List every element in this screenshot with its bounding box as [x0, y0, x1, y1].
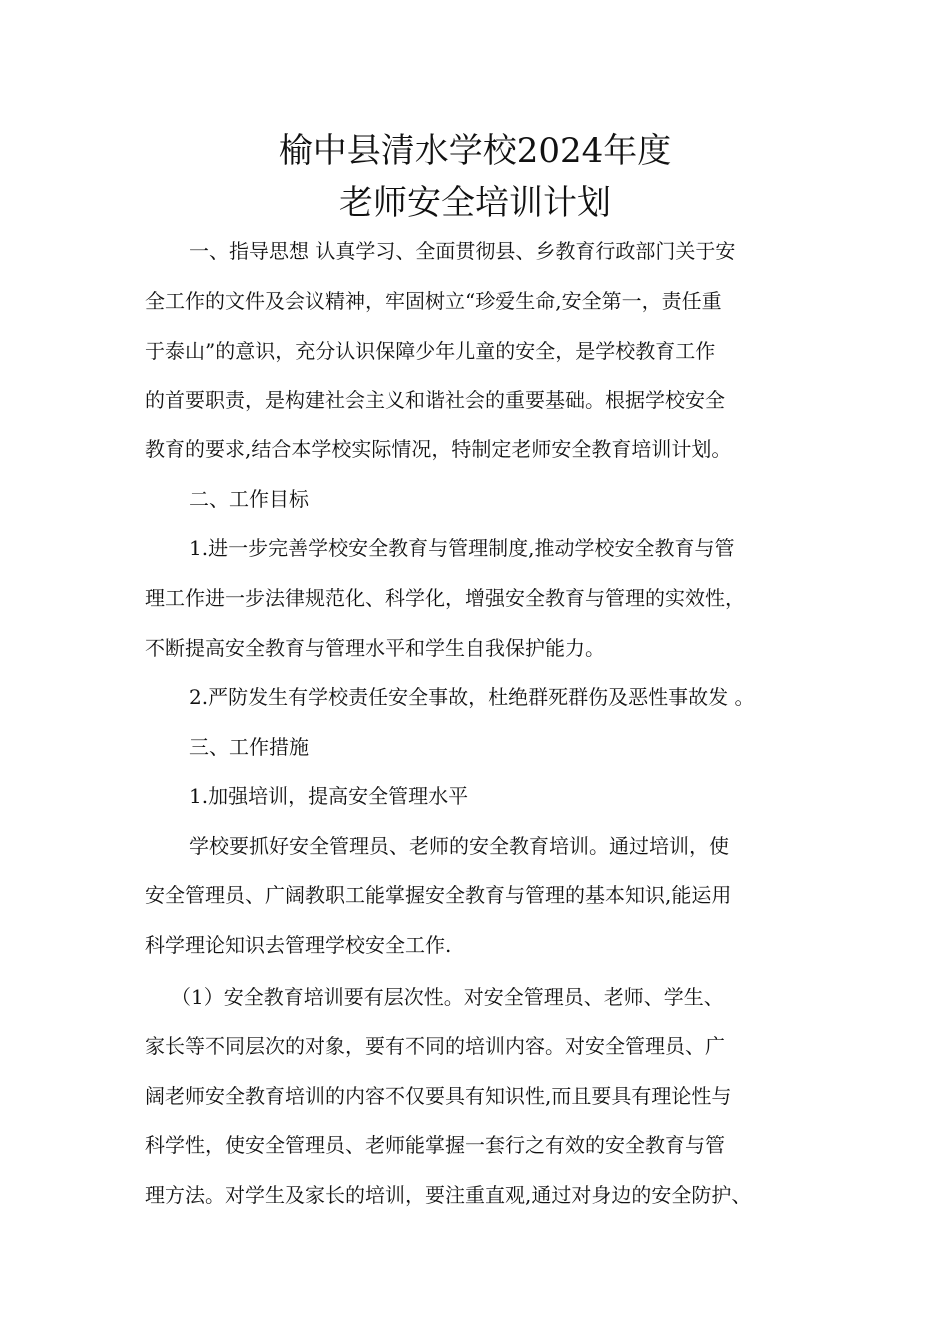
- paragraph-line: 教育的要求,结合本学校实际情况，特制定老师安全教育培训计划。: [145, 437, 732, 461]
- paragraph-line: 于泰山”的意识，充分认识保障少年儿童的安全，是学校教育工作: [145, 339, 716, 363]
- paragraph-line: 学校要抓好安全管理员、老师的安全教育培训。通过培训，使: [189, 834, 729, 858]
- paragraph-line: （1）安全教育培训要有层次性。对安全管理员、老师、学生、: [171, 985, 724, 1009]
- paragraph-line: 不断提高安全教育与管理水平和学生自我保护能力。: [145, 636, 605, 660]
- paragraph-line: 安全管理员、广阔教职工能掌握安全教育与管理的基本知识,能运用: [145, 883, 732, 907]
- paragraph-line: 一、指导思想 认真学习、全面贯彻县、乡教育行政部门关于安: [189, 239, 736, 263]
- document-title-line-1: 榆中县清水学校2024年度: [278, 131, 672, 171]
- section-heading: 二、工作目标: [189, 487, 309, 511]
- paragraph-line: 科学理论知识去管理学校安全工作.: [145, 933, 452, 957]
- paragraph-line: 理工作进一步法律规范化、科学化，增强安全教育与管理的实效性，: [145, 586, 745, 610]
- paragraph-line: 2.严防发生有学校责任安全事故，杜绝群死群伤及恶性事故发 。: [189, 685, 755, 709]
- document-title-line-2: 老师安全培训计划: [339, 183, 611, 223]
- paragraph-line: 阔老师安全教育培训的内容不仅要具有知识性,而且要具有理论性与: [145, 1084, 732, 1108]
- subsection-heading: 1.加强培训，提高安全管理水平: [189, 784, 469, 808]
- paragraph-line: 的首要职责，是构建社会主义和谐社会的重要基础。根据学校安全: [145, 388, 725, 412]
- section-heading: 三、工作措施: [189, 735, 309, 759]
- paragraph-line: 科学性，使安全管理员、老师能掌握一套行之有效的安全教育与管: [145, 1133, 725, 1157]
- paragraph-line: 理方法。对学生及家长的培训，要注重直观,通过对身边的安全防护、: [145, 1183, 752, 1207]
- paragraph-line: 1.进一步完善学校安全教育与管理制度,推动学校安全教育与管: [189, 536, 735, 560]
- paragraph-line: 全工作的文件及会议精神，牢固树立“珍爱生命,安全第一，责任重: [145, 289, 722, 313]
- paragraph-line: 家长等不同层次的对象，要有不同的培训内容。对安全管理员、广: [145, 1034, 725, 1058]
